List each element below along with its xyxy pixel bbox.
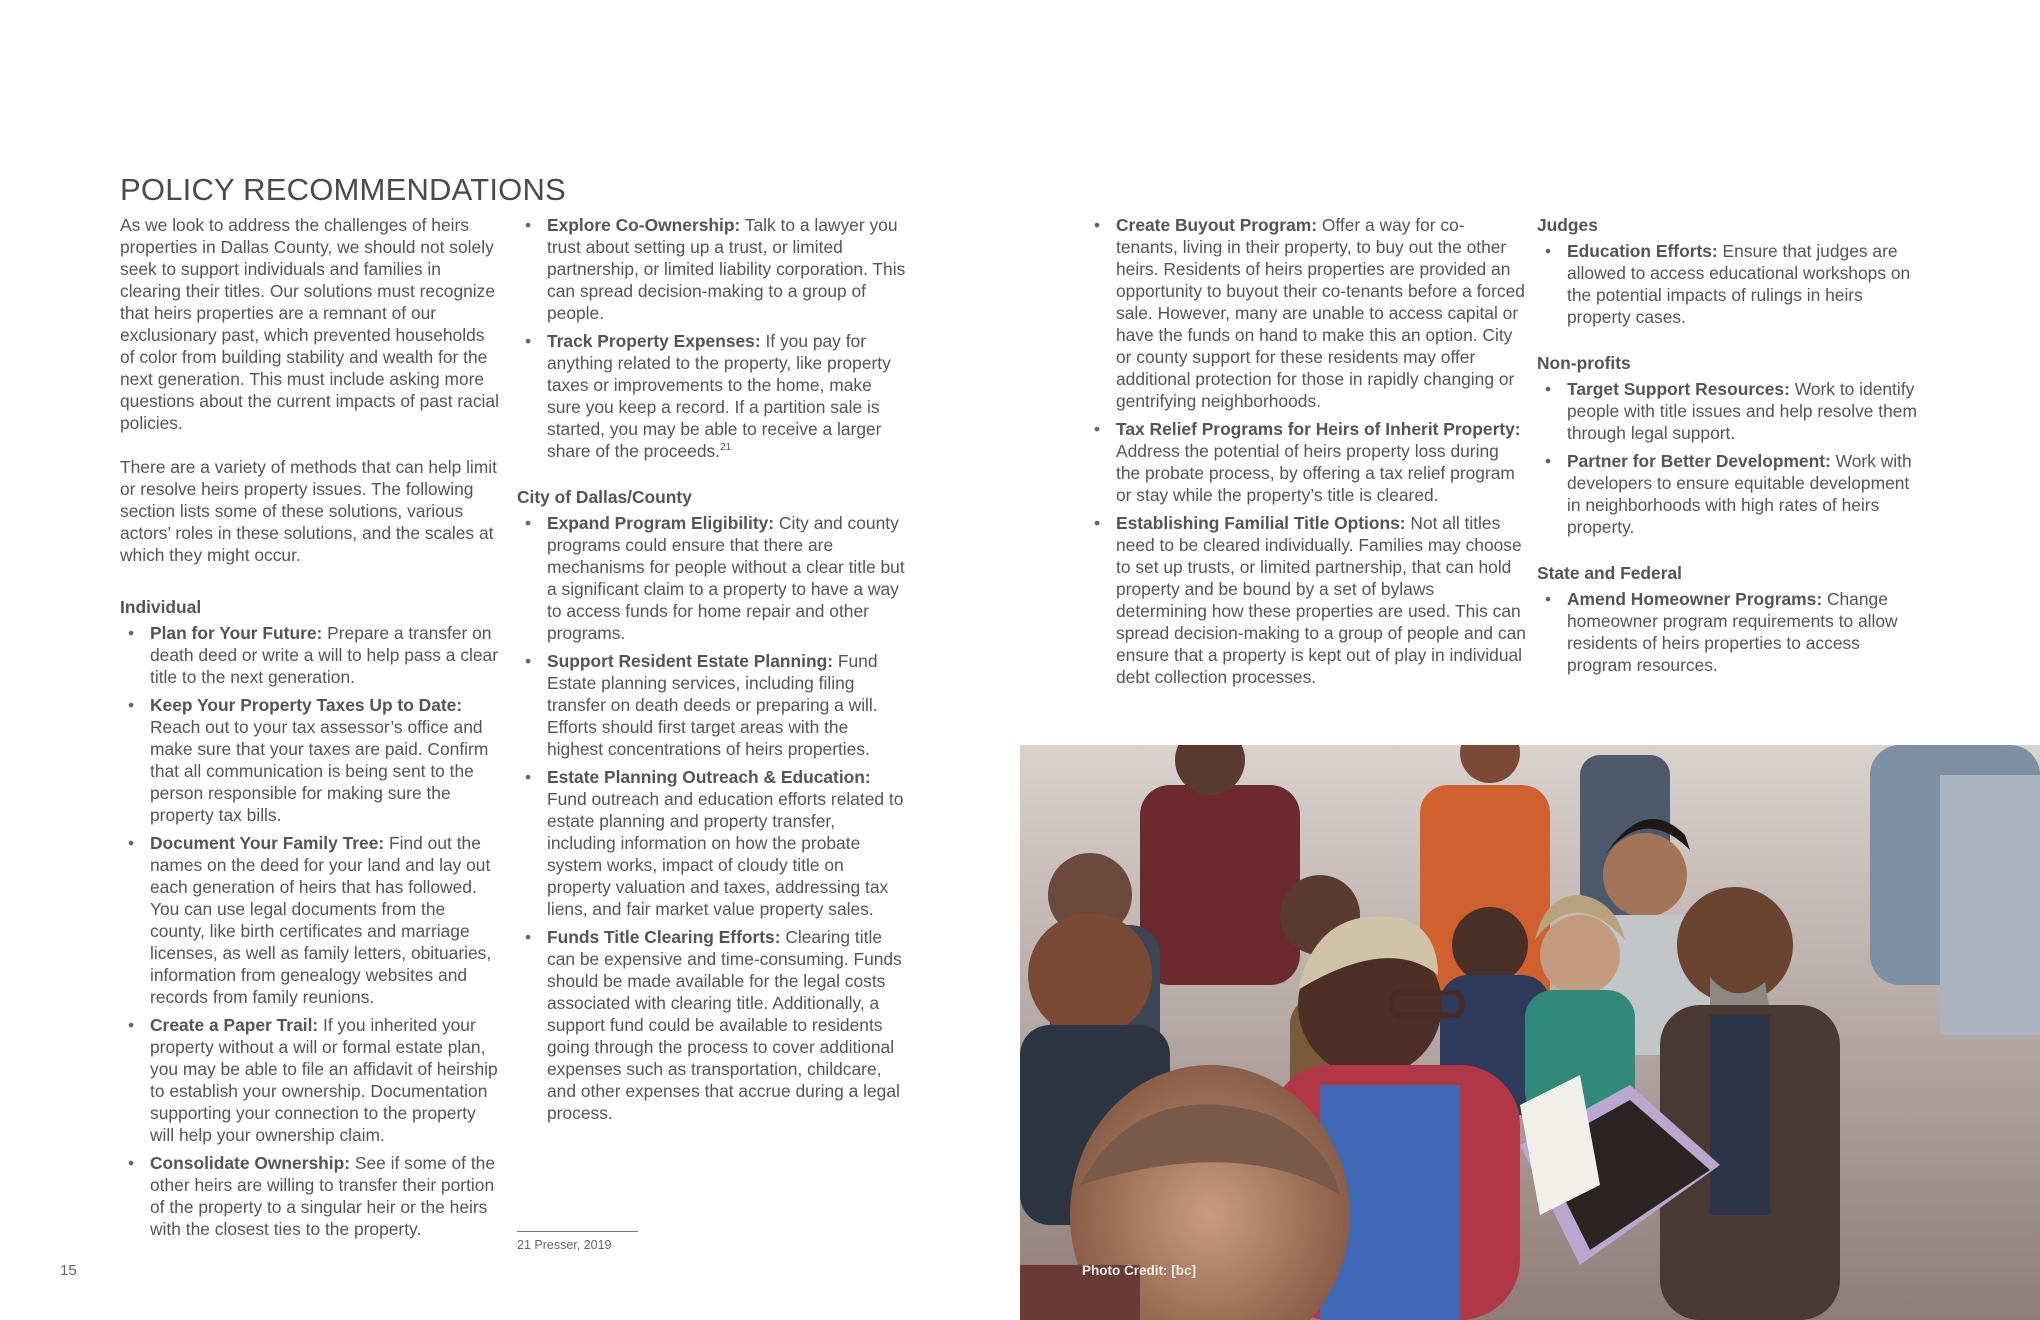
city-heading: City of Dallas/County bbox=[517, 487, 692, 507]
list-item: • Track Property Expenses: If you pay for anything related to the property, like property taxes or improvements to the home, make sure you keep a record. If a partition sale is started, you may be able to receive a larger share of the proceeds.$^{21}$ bbox=[547, 330, 907, 462]
meeting-audience-photo bbox=[1020, 745, 2040, 1320]
page-title: POLICY RECOMMENDATIONS bbox=[120, 172, 566, 207]
list-item: • Explore Co-Ownership: Talk to a lawyer you trust about setting up a trust, or limited partnership, or limited liability corporation. This can spread decision-making to a group of people. bbox=[547, 214, 907, 324]
state-federal-heading: State and Federal bbox=[1537, 563, 1682, 583]
column-1 bbox=[120, 214, 502, 1246]
intro-paragraph-2: There are a variety of methods that can help limit or resolve heirs property issues. The following section lists some of these solutions, various actors’ roles in these solutions, and the scales at which they might occur. bbox=[120, 457, 497, 565]
photo-illustration bbox=[1020, 745, 2040, 1320]
judges-list bbox=[1537, 240, 1927, 328]
nonprofits-list bbox=[1537, 378, 1927, 538]
list-item: • Create Buyout Program: Offer a way for co-tenants, living in their property, to buy out the other heirs. Residents of heirs properties are provided an opportunity to buyout their co-tenants before a forced sale. However, many are unable to access capital or have the funds on hand to make this an option. City or county support for these residents may offer additional protection for those in rapidly changing or gentrifying neighborhoods. bbox=[1116, 214, 1526, 412]
individual-list bbox=[120, 622, 502, 1240]
nonprofits-heading: Non-profits bbox=[1537, 353, 1631, 373]
column-4 bbox=[1537, 214, 1927, 682]
list-item: • Funds Title Clearing Efforts: Clearing title can be expensive and time-consuming. Funds should be made available for the legal costs associated with clearing title. Additionally, a support fund could be available to residents going through the process to cover additional expenses such as transportation, childcare, and other expenses that accrue during a legal process. bbox=[547, 926, 907, 1124]
column-3 bbox=[1086, 214, 1526, 694]
individual-heading: Individual bbox=[120, 597, 202, 617]
column-2 bbox=[517, 214, 907, 1130]
photo-credit: Photo Credit: [bc] bbox=[1082, 1263, 1196, 1278]
list-item: • Target Support Resources: Work to identify people with title issues and help resolve them through legal support. bbox=[1567, 378, 1927, 444]
intro-paragraph-1: As we look to address the challenges of heirs properties in Dallas County, we should not solely seek to support individuals and families in clearing their titles. Our solutions must recognize that heirs properties are a remnant of our exclusionary past, which prevented households of color from building stability and wealth for the next generation. This must include asking more questions about the current impacts of past racial policies. bbox=[120, 215, 499, 433]
individual-list-continued bbox=[517, 214, 907, 462]
list-item: • Keep Your Property Taxes Up to Date: Reach out to your tax assessor’s office and make sure that your taxes are paid. Confirm that all communication is being sent to the person responsible for making sure the property tax bills. bbox=[150, 694, 502, 826]
list-item: • Plan for Your Future: Prepare a transfer on death deed or write a will to help pass a clear title to the next generation. bbox=[150, 622, 502, 688]
city-list-continued bbox=[1086, 214, 1526, 688]
footnote-ref: 21 bbox=[720, 442, 732, 454]
list-item: • Estate Planning Outreach & Education: Fund outreach and education efforts related to estate planning and property transfer, including information on how the probate system works, impact of cloudy title on property valuation and taxes, addressing tax liens, and fair market value property sales. bbox=[547, 766, 907, 920]
list-item: • Create a Paper Trail: If you inherited your property without a will or formal estate plan, you may be able to file an affidavit of heirship to establish your ownership. Documentation supporting your connection to the property will help your ownership claim. bbox=[150, 1014, 502, 1146]
list-item: • Document Your Family Tree: Find out the names on the deed for your land and lay out each generation of heirs that has followed. You can use legal documents from the county, like birth certificates and marriage licenses, as well as family letters, obituaries, information from genealogy websites and records from family reunions. bbox=[150, 832, 502, 1008]
state-federal-list bbox=[1537, 588, 1927, 676]
list-item: • Consolidate Ownership: See if some of the other heirs are willing to transfer their portion of the property to a singular heir or the heirs with the closest ties to the property. bbox=[150, 1152, 502, 1240]
list-item: • Amend Homeowner Programs: Change homeowner program requirements to allow residents of heirs properties to access program resources. bbox=[1567, 588, 1927, 676]
list-item: • Support Resident Estate Planning: Fund Estate planning services, including filing transfer on death deeds or preparing a will. Efforts should first target areas with the highest concentrations of heirs properties. bbox=[547, 650, 907, 760]
list-item: • Expand Program Eligibility: City and county programs could ensure that there are mechanisms for people without a clear title but a significant claim to a property to have a way to access funds for home repair and other programs. bbox=[547, 512, 907, 644]
list-item: • Tax Relief Programs for Heirs of Inherit Property: Address the potential of heirs property loss during the probate process, by offering a tax relief program or stay while the property’s title is cleared. bbox=[1116, 418, 1526, 506]
footnote: 21 Presser, 2019 bbox=[517, 1238, 612, 1252]
judges-heading: Judges bbox=[1537, 215, 1598, 235]
list-item: • Partner for Better Development: Work with developers to ensure equitable development in neighborhoods with high rates of heirs property. bbox=[1567, 450, 1927, 538]
footnote-rule bbox=[517, 1231, 638, 1232]
list-item: • Education Efforts: Ensure that judges are allowed to access educational workshops on the potential impacts of rulings in heirs property cases. bbox=[1567, 240, 1927, 328]
page-number: 15 bbox=[60, 1262, 77, 1279]
city-list bbox=[517, 512, 907, 1124]
list-item: • Establishing Familial Title Options: Not all titles need to be cleared individually. Families may choose to set up trusts, or limited partnership, that can hold property and be bound by a set of bylaws determining how these properties are used. This can spread decision-making to a group of people and can ensure that a property is kept out of play in individual debt collection processes. bbox=[1116, 512, 1526, 688]
